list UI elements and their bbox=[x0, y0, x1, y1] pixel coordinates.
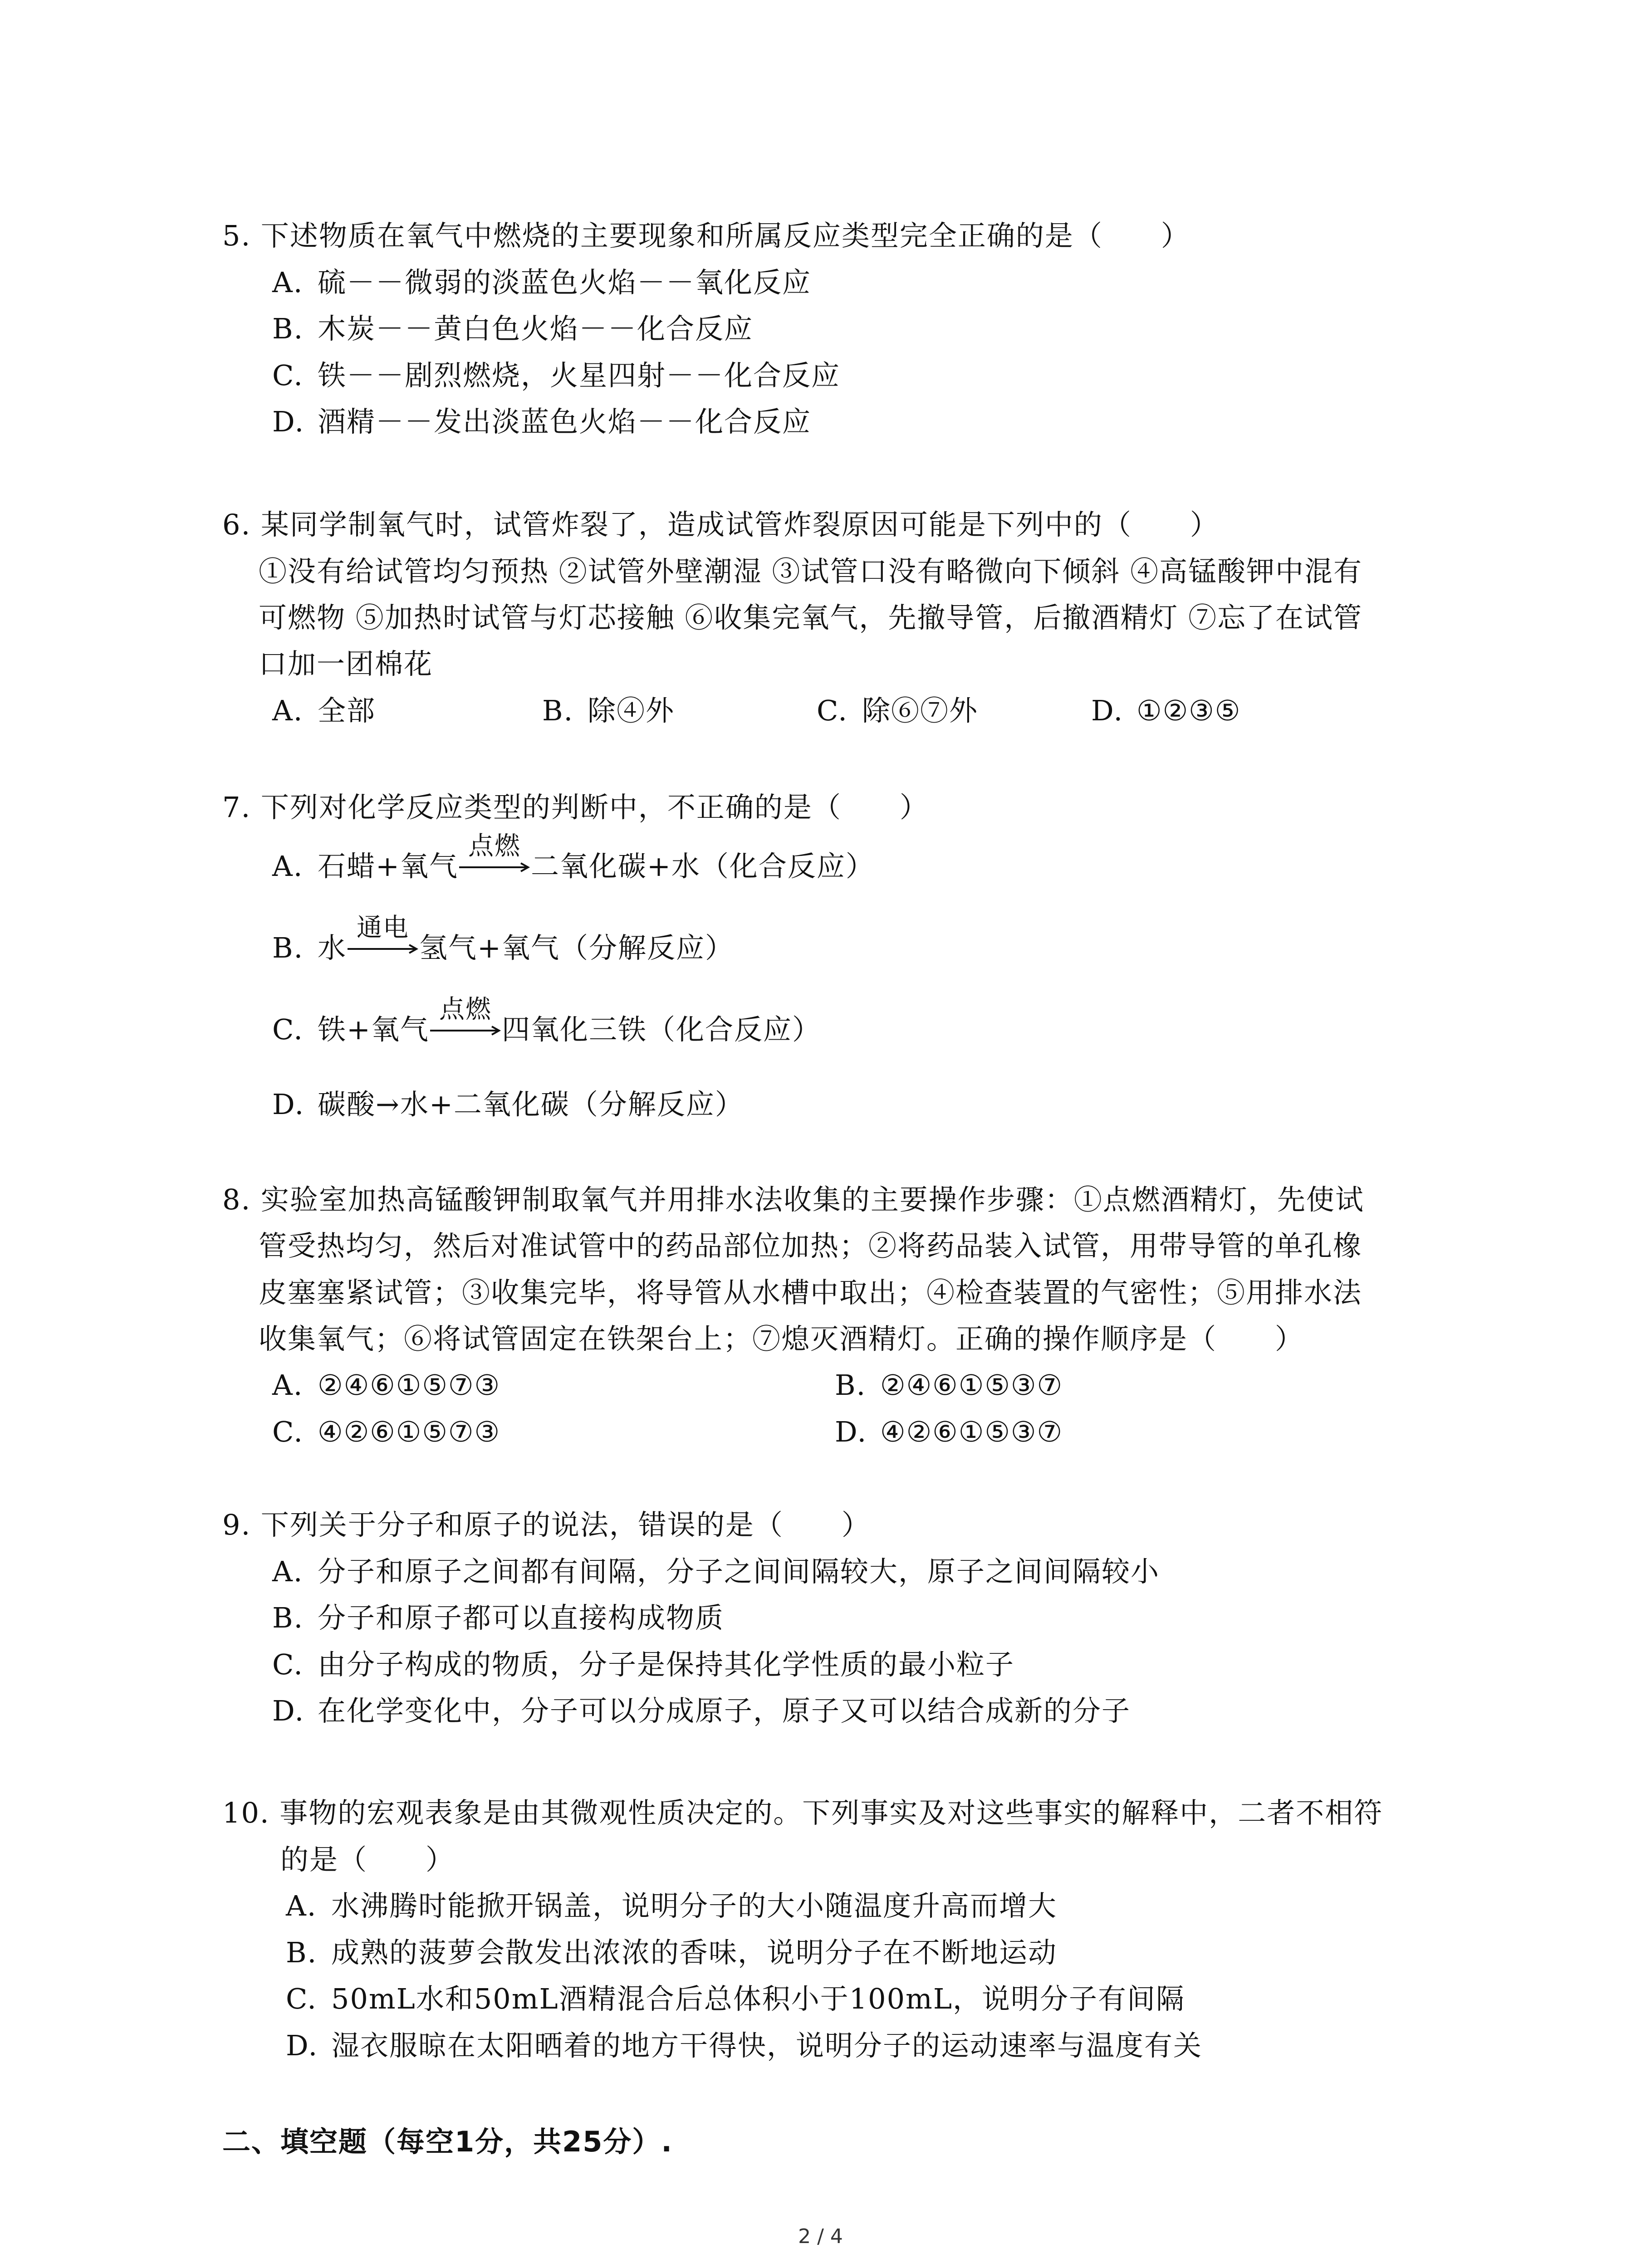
option-label: D. bbox=[272, 1694, 305, 1727]
option-label: A. bbox=[272, 1555, 304, 1588]
option-text: 水沸腾时能掀开锅盖，说明分子的大小随温度升高而增大 bbox=[331, 1889, 1058, 1922]
question-5-option-c bbox=[272, 357, 840, 394]
page-number: 2 / 4 bbox=[798, 2225, 843, 2248]
option-text: 酒精－－发出淡蓝色火焰－－化合反应 bbox=[318, 405, 812, 438]
option-label: C. bbox=[272, 359, 304, 392]
question-9-option-a bbox=[272, 1554, 1160, 1590]
option-label: D. bbox=[272, 1088, 305, 1121]
question-6-option-d bbox=[1091, 693, 1241, 729]
option-label: C. bbox=[286, 1982, 317, 2015]
question-6-stem-line: 口加一团棉花 bbox=[259, 647, 433, 680]
option-label: A. bbox=[272, 266, 304, 299]
equation-left: 石蜡+氧气 bbox=[318, 850, 458, 883]
question-7-stem: 7. 下列对化学反应类型的判断中，不正确的是（ ） bbox=[222, 791, 929, 824]
equation-right: 二氧化碳+水（化合反应） bbox=[530, 850, 875, 883]
question-7-option-b bbox=[272, 913, 734, 966]
question-6-stem-line: 可燃物 ⑤加热时试管与灯芯接触 ⑥收集完氧气，先撤导管，后撤酒精灯 ⑦忘了在试管 bbox=[259, 601, 1363, 634]
option-text: ②④⑥①⑤③⑦ bbox=[880, 1369, 1063, 1402]
question-8-stem-line: 皮塞塞紧试管；③收集完毕，将导管从水槽中取出；④检查装置的气密性；⑤用排水法 bbox=[259, 1276, 1362, 1309]
question-7-option-d bbox=[272, 1086, 744, 1123]
arrow-icon bbox=[458, 862, 531, 873]
option-label: B. bbox=[835, 1369, 867, 1402]
option-text: 成熟的菠萝会散发出浓浓的香味，说明分子在不断地运动 bbox=[331, 1936, 1058, 1969]
option-label: D. bbox=[272, 405, 305, 438]
question-6-option-b bbox=[542, 693, 675, 729]
equation-right: 四氧化三铁（化合反应） bbox=[501, 1013, 821, 1046]
option-label: B. bbox=[272, 312, 304, 345]
option-text: 除⑥⑦外 bbox=[862, 694, 979, 727]
option-label: B. bbox=[286, 1936, 318, 1969]
question-5-stem: 5. 下述物质在氧气中燃烧的主要现象和所属反应类型完全正确的是（ ） bbox=[222, 219, 1190, 252]
option-text: 铁－－剧烈燃烧，火星四射－－化合反应 bbox=[318, 359, 841, 392]
equation-left: 水 bbox=[318, 931, 347, 964]
question-8-stem-line: 管受热均匀，然后对准试管中的药品部位加热；②将药品装入试管，用带导管的单孔橡 bbox=[259, 1229, 1362, 1262]
option-label: A. bbox=[272, 850, 304, 883]
question-9-option-c bbox=[272, 1647, 1014, 1683]
option-text: ②④⑥①⑤⑦③ bbox=[318, 1369, 501, 1402]
question-10-option-a bbox=[286, 1888, 1057, 1924]
question-8-stem: 8. 实验室加热高锰酸钾制取氧气并用排水法收集的主要操作步骤：①点燃酒精灯，先使试 bbox=[222, 1183, 1364, 1216]
question-5-option-a bbox=[272, 264, 811, 301]
question-6-stem: 6. 某同学制氧气时，试管炸裂了，造成试管炸裂原因可能是下列中的（ ） bbox=[222, 508, 1219, 541]
question-7-option-c bbox=[272, 995, 821, 1048]
reaction-condition: 通电 bbox=[357, 913, 410, 943]
option-label: A. bbox=[272, 694, 304, 727]
option-label: C. bbox=[272, 1415, 304, 1448]
option-label: B. bbox=[272, 931, 304, 964]
reaction-arrow bbox=[458, 831, 531, 885]
question-10-stem: 10. 事物的宏观表象是由其微观性质决定的。下列事实及对这些事实的解释中，二者不相符 bbox=[222, 1796, 1383, 1829]
option-text: 在化学变化中，分子可以分成原子，原子又可以结合成新的分子 bbox=[318, 1694, 1131, 1727]
question-8-option-d bbox=[835, 1414, 1063, 1450]
question-9-option-b bbox=[272, 1600, 724, 1636]
question-8-option-c bbox=[272, 1414, 500, 1450]
question-8-stem-line: 收集氧气；⑥将试管固定在铁架台上；⑦熄灭酒精灯。正确的操作顺序是（ ） bbox=[259, 1322, 1304, 1355]
question-10-stem-line: 的是（ ） bbox=[280, 1843, 455, 1876]
question-10-option-b bbox=[286, 1935, 1057, 1971]
equation-right: 氢气+氧气（分解反应） bbox=[419, 931, 734, 964]
question-7-option-a bbox=[272, 831, 875, 885]
option-label: D. bbox=[835, 1415, 867, 1448]
option-label: B. bbox=[272, 1601, 304, 1634]
option-label: B. bbox=[542, 694, 574, 727]
option-text: 湿衣服晾在太阳晒着的地方干得快，说明分子的运动速率与温度有关 bbox=[331, 2029, 1203, 2062]
question-5-option-d bbox=[272, 404, 811, 440]
section-title: 二、填空题（每空1分，共25分）. bbox=[222, 2125, 673, 2158]
question-8-option-a bbox=[272, 1367, 500, 1403]
arrow-icon bbox=[347, 943, 419, 954]
arrow-icon bbox=[429, 1025, 502, 1036]
option-text: 硫－－微弱的淡蓝色火焰－－氧化反应 bbox=[318, 266, 812, 299]
question-5-option-b bbox=[272, 311, 753, 347]
option-text: ①②③⑤ bbox=[1136, 694, 1241, 727]
option-text: ④②⑥①⑤⑦③ bbox=[318, 1415, 501, 1448]
reaction-condition: 点燃 bbox=[439, 995, 492, 1024]
option-text: 除④外 bbox=[588, 694, 675, 727]
option-text: 全部 bbox=[318, 694, 376, 727]
option-text: ④②⑥①⑤③⑦ bbox=[880, 1415, 1063, 1448]
option-label: C. bbox=[817, 694, 848, 727]
option-text: 碳酸→水+二氧化碳（分解反应） bbox=[318, 1088, 744, 1121]
option-label: C. bbox=[272, 1648, 304, 1681]
question-6-stem-line: ①没有给试管均匀预热 ②试管外壁潮湿 ③试管口没有略微向下倾斜 ④高锰酸钾中混有 bbox=[259, 555, 1363, 588]
question-8-option-b bbox=[835, 1367, 1063, 1403]
option-label: D. bbox=[286, 2029, 318, 2062]
option-label: A. bbox=[286, 1889, 317, 1922]
reaction-condition: 点燃 bbox=[468, 831, 521, 861]
option-text: 木炭－－黄白色火焰－－化合反应 bbox=[318, 312, 754, 345]
option-label: D. bbox=[1091, 694, 1124, 727]
reaction-arrow bbox=[429, 995, 502, 1048]
option-text: 50mL水和50mL酒精混合后总体积小于100mL，说明分子有间隔 bbox=[331, 1982, 1185, 2015]
question-10-option-c bbox=[286, 1981, 1185, 2017]
option-label: A. bbox=[272, 1369, 304, 1402]
option-text: 分子和原子都可以直接构成物质 bbox=[318, 1601, 725, 1634]
option-text: 由分子构成的物质，分子是保持其化学性质的最小粒子 bbox=[318, 1648, 1015, 1681]
equation-left: 铁+氧气 bbox=[318, 1013, 429, 1046]
question-6-option-a bbox=[272, 693, 376, 729]
option-text: 分子和原子之间都有间隔，分子之间间隔较大，原子之间间隔较小 bbox=[318, 1555, 1160, 1588]
question-6-option-c bbox=[817, 693, 978, 729]
question-10-option-d bbox=[286, 2028, 1202, 2064]
question-9-option-d bbox=[272, 1693, 1131, 1729]
question-9-stem: 9. 下列关于分子和原子的说法，错误的是（ ） bbox=[222, 1508, 871, 1541]
option-label: C. bbox=[272, 1013, 304, 1046]
reaction-arrow bbox=[347, 913, 419, 966]
